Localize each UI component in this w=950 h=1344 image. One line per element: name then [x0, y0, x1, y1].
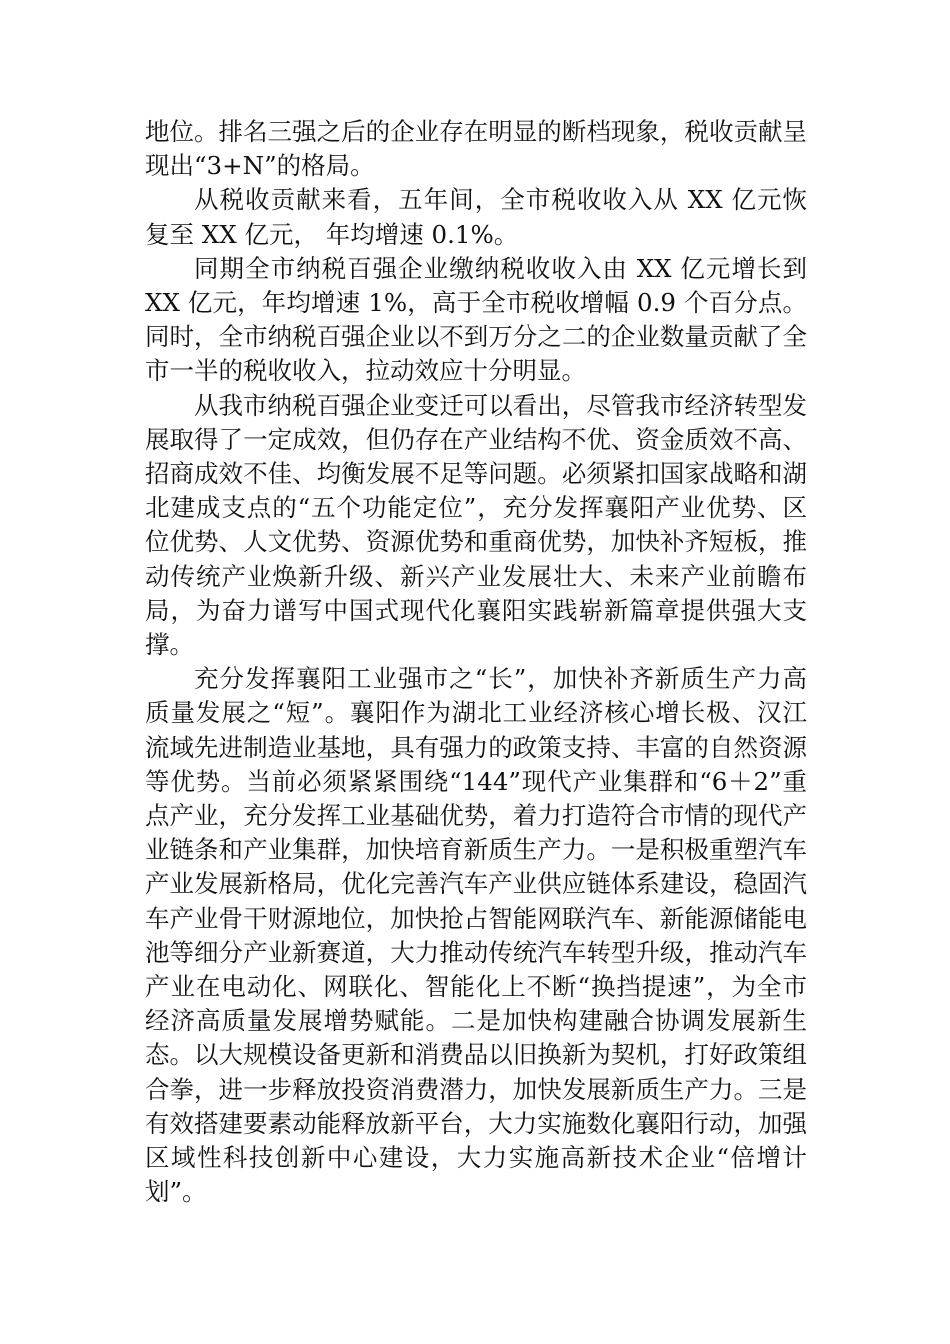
- paragraph-3: 同期全市纳税百强企业缴纳税收收入由 XX 亿元增长到 XX 亿元，年均增速 1%，高于全市税收增幅 0.9 个百分点。同时，全市纳税百强企业以不到万分之二的企业数量贡献了全市一半的税收收入，拉动效应十分明显。: [145, 253, 807, 386]
- paragraph-2: 从税收贡献来看，五年间，全市税收收入从 XX 亿元恢复至 XX 亿元， 年均增速 0.1%。: [145, 185, 807, 249]
- paragraph-4: 从我市纳税百强企业变迁可以看出，尽管我市经济转型发展取得了一定成效，但仍存在产业结构不优、资金质效不高、招商成效不佳、均衡发展不足等问题。必须紧扣国家战略和湖北建成支点的“五个功能定位”，充分发挥襄阳产业优势、区位优势、人文优势、资源优势和重商优势，加快补齐短板，推动传统产业焕新升级、新兴产业发展壮大、未来产业前瞻布局，为奋力谱写中国式现代化襄阳实践崭新篇章提供强大支撑。: [145, 390, 807, 660]
- document-page: [145, 115, 807, 1210]
- paragraph-1: 地位。排名三强之后的企业存在明显的断档现象，税收贡献呈现出“3+N”的格局。: [145, 117, 807, 181]
- paragraph-5: 充分发挥襄阳工业强市之“长”，加快补齐新质生产力高质量发展之“短”。襄阳作为湖北工业经济核心增长极、汉江流域先进制造业基地，具有强力的政策支持、丰富的自然资源等优势。当前必须紧紧围绕“144”现代产业集群和“6＋2”重点产业，充分发挥工业基础优势，着力打造符合市情的现代产业链条和产业集群，加快培育新质生产力。一是积极重塑汽车产业发展新格局，优化完善汽车产业供应链体系建设，稳固汽车产业骨干财源地位，加快抢占智能网联汽车、新能源储能电池等细分产业新赛道，大力推动传统汽车转型升级，推动汽车产业在电动化、网联化、智能化上不断“换挡提速”，为全市经济高质量发展增势赋能。二是加快构建融合协调发展新生态。以大规模设备更新和消费品以旧换新为契机，打好政策组合拳，进一步释放投资消费潜力，加快发展新质生产力。三是有效搭建要素动能释放新平台，大力实施数化襄阳行动，加强区域性科技创新中心建设，大力实施高新技术企业“倍增计划”。: [145, 664, 807, 1207]
